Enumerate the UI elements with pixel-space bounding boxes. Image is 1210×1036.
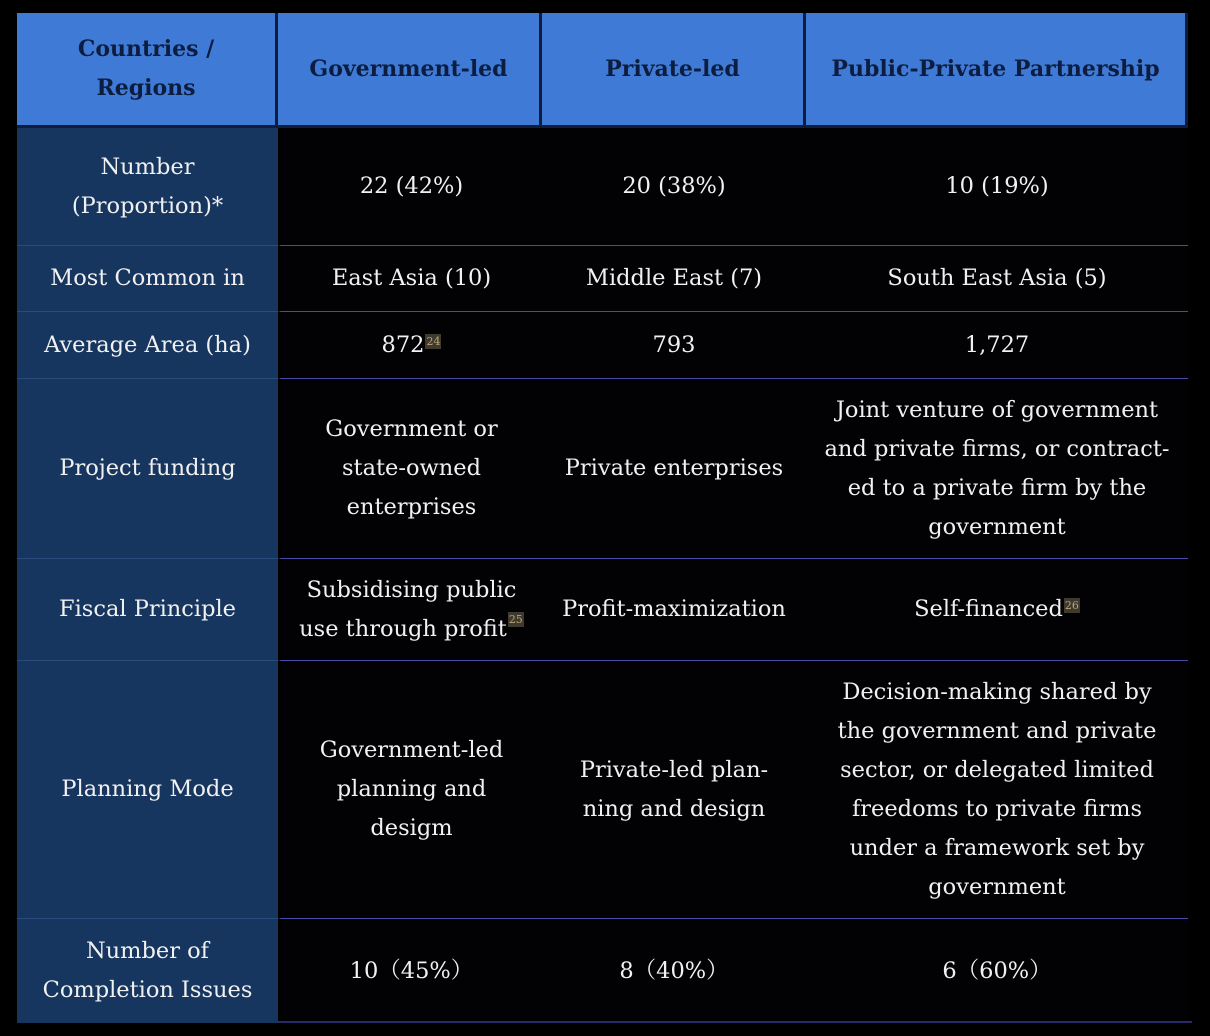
cell-funding-private: Private enterprises	[542, 379, 806, 559]
cell-area-private: 793	[542, 312, 806, 379]
cell-fiscal-private: Profit-maximization	[542, 559, 806, 661]
cell-fiscal-ppp-text: Self-financed	[914, 596, 1063, 622]
cell-common-private: Middle East (7)	[542, 246, 806, 312]
header-public-private-partnership: Public-Private Partnership	[806, 13, 1188, 128]
cell-fiscal-gov-text	[299, 571, 524, 649]
cell-common-ppp: South East Asia (5)	[806, 246, 1188, 312]
row-label-most-common: Most Common in	[17, 246, 278, 312]
cell-planning-gov: Government-led planning and desigm	[278, 661, 542, 919]
row-label-number: Number (Proportion)*	[17, 128, 278, 246]
cell-area-ppp: 1,727	[806, 312, 1188, 379]
footnote-marker: 25	[508, 613, 523, 626]
cell-fiscal-gov-body: Subsidising public use through profit	[299, 576, 517, 642]
footnote-marker: 26	[1064, 599, 1079, 612]
row-label-average-area: Average Area (ha)	[17, 312, 278, 379]
row-label-completion-issues: Number of Completion Issues	[17, 919, 278, 1023]
cell-planning-private: Private-led plan- ning and design	[542, 661, 806, 919]
table-bottom-rule	[278, 1021, 1192, 1023]
cell-issues-ppp: 6（60%）	[806, 919, 1188, 1023]
cell-fiscal-ppp	[806, 559, 1188, 661]
cell-common-gov: East Asia (10)	[278, 246, 542, 312]
row-label-fiscal-principle: Fiscal Principle	[17, 559, 278, 661]
comparison-table	[17, 13, 1192, 1023]
cell-fiscal-gov	[278, 559, 542, 661]
cell-issues-gov: 10（45%）	[278, 919, 542, 1023]
cell-funding-ppp: Joint venture of government and private firms, or contract- ed to a private firm by the government	[806, 379, 1188, 559]
header-countries-regions: Countries / Regions	[17, 13, 278, 128]
row-label-project-funding: Project funding	[17, 379, 278, 559]
cell-funding-gov: Government or state-owned enterprises	[278, 379, 542, 559]
cell-issues-private: 8（40%）	[542, 919, 806, 1023]
cell-area-gov-text: 872	[381, 331, 425, 358]
cell-number-ppp: 10 (19%)	[806, 128, 1188, 246]
row-label-planning-mode: Planning Mode	[17, 661, 278, 919]
header-government-led: Government-led	[278, 13, 542, 128]
footnote-marker: 24	[426, 334, 441, 348]
header-private-led: Private-led	[542, 13, 806, 128]
cell-number-gov: 22 (42%)	[278, 128, 542, 246]
cell-area-gov	[278, 312, 542, 379]
cell-planning-ppp: Decision-making shared by the government and private sector, or delegated limited freedoms to private firms under a framework set by government	[806, 661, 1188, 919]
cell-number-private: 20 (38%)	[542, 128, 806, 246]
